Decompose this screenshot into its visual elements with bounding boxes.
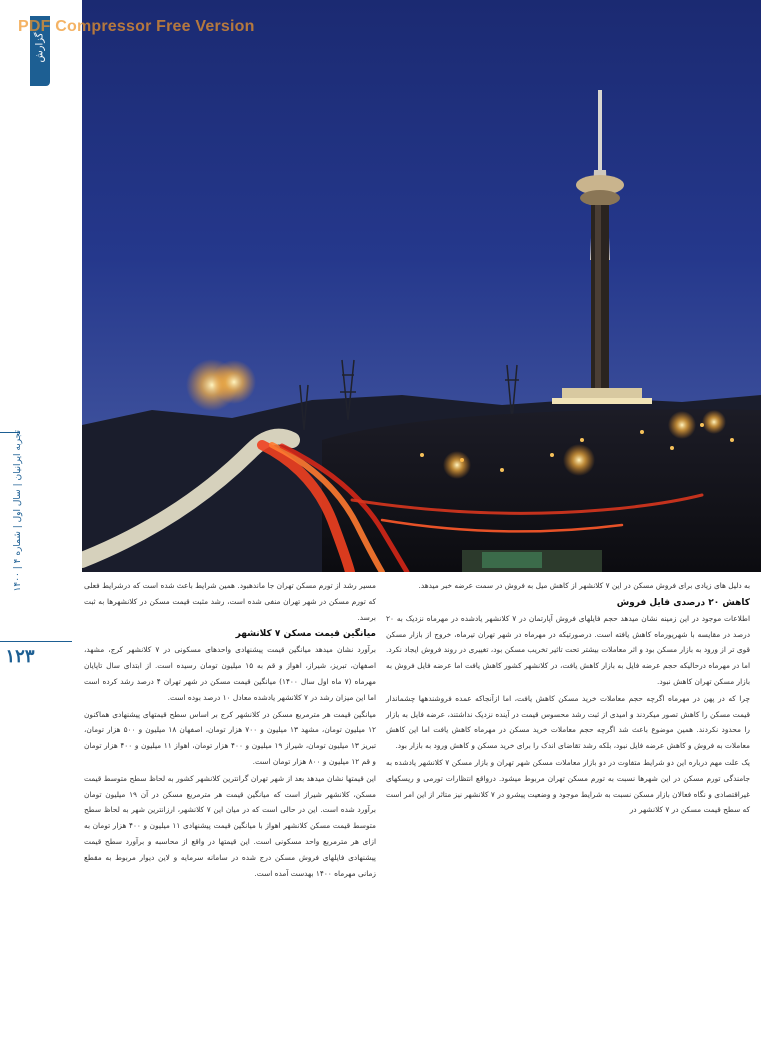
section-tab-label: گزارش [34,32,46,63]
page-number-rule [0,641,72,642]
watermark-text: PDF Compressor Free Version [18,18,255,35]
right-paragraph-3: یک علت مهم درباره این دو شرایط متفاوت در دو بازار معاملات مسکن شهر تهران و بازار مسکن ۷ کلانشهر یادشده به جامندگی تورم مسکن در این شهرها نسبت به تورم مسکن تهران مربوط میشود. درواقع انتظارات تورمی و ریسکهای غیراقتصادی و نگاه فعالان بازار مسکن نسبت به شرایط موجود و وضعیت پیشرو در ۷ کلانشهر نیز متاثر از این امر است که سطح قیمت مسکن در ۷ کلانشهر در [386,757,750,815]
article-column-right [386,578,750,819]
left-paragraph-3: این قیمتها نشان میدهد بعد از شهر تهران گرانترین کلانشهر کشور به لحاظ سطح متوسط قیمت مسکن، کلانشهر شیراز است که میانگین قیمت هر مترمربع مسکن در آن ۱۹ میلیون تومان برآورد شده است. این در حالی است که در میان این ۷ کلانشهر، ارزانترین شهر به لحاظ سطح متوسط قیمت مسکن کلانشهر اهواز با میانگین قیمت پیشنهادی ۱۱ میلیون و ۴۰۰ هزار تومان به ازای هر مترمربع واحد مسکونی است. این قیمتها در واقع از محاسبه و برآورد سطح قیمت پیشنهادی فایلهای فروش مسکن درج شده در سامانه سرمایه و لاین دیوار مربوط به مقطع زمانی مهرماه ۱۴۰۰ بهدست آمده است. [84,773,376,878]
right-heading: کاهش ۲۰ درصدی فایل فروش [616,597,750,608]
left-heading: میانگین قیمت مسکن ۷ کلانشهر [235,629,376,640]
right-intro: به دلیل های زیادی برای فروش مسکن در این ۷ کلانشهر از کاهش میل به فروش در سمت عرضه خبر میدهد. [418,581,750,590]
page-number: ۱۲۳ [5,646,35,666]
right-paragraph-2: چرا که در پهن در مهرماه اگرچه حجم معاملات خرید مسکن کاهش یافت، اما ازآنجاکه عمده فروشندهها چشماندار قیمت مسکن را کاهش تصور میکردند و امیدی از ثبت رشد محسوس قیمت در آینده نزدیک نداشتند، عرضه فایل به بازار را محدود نکردند. همین موضوع باعث شد اگرچه حجم معاملات خرید مسکن در مهرماه کاهش یافت اما این کاهش معاملات به فروش و کاهش عرضه فایل نبود، بلکه رشد تقاضای اندک را برای خرید مسکن و کاهش ورود به بازار بود. [386,693,750,751]
left-intro: مسیر رشد از تورم مسکن تهران جا ماندهبود. همین شرایط باعث شده است که درشرایط فعلی که تورم مسکن در شهر تهران منفی شده است، رشد مثبت قیمت مسکن در کلانشهرها به ثبت برسد. [84,581,376,622]
left-paragraph-2: میانگین قیمت هر مترمربع مسکن در کلانشهر کرج بر اساس سطح قیمتهای پیشنهادی هماکنون ۱۲ میلیون تومان، مشهد ۱۳ میلیون و ۷۰۰ هزار تومان، اصفهان ۱۸ میلیون و ۵۰۰ هزار تومان، تبریز ۱۳ میلیون تومان، شیراز ۱۹ میلیون و ۴۰۰ هزار تومان، اهواز ۱۱ میلیون و ۴۰۰ هزار تومان و قم ۱۲ میلیون و ۸۰۰ هزار تومان است. [84,709,377,766]
side-caption: تجربه ایرانیان | سال اول | شماره ۴ | ۱۴۰۰ [13,430,23,592]
city-night-photo [82,0,761,572]
article-column-left [84,578,376,882]
left-paragraph-1: برآورد نشان میدهد میانگین قیمت پیشنهادی واحدهای مسکونی در ۷ کلانشهر کرج، مشهد، اصفهان، تبریز، شیراز، اهواز و قم به ۱۵ میلیون تومان رسیده است. از ابتدای سال تاپایان مهرماه (۷ ماه اول سال ۱۴۰۰) میانگین قیمت مسکن در شهر تهران ۴ درصد رشد کرده است اما این میزان رشد در ۷ کلانشهر یادشده معادل ۱۰ درصد بوده است. [84,645,376,702]
right-paragraph-1: اطلاعات موجود در این زمینه نشان میدهد حجم فایلهای فروش آپارتمان در ۷ کلانشهر یادشده در مهرماه نزدیک به ۲۰ درصد در مقایسه با شهریورماه کاهش یافته است. درصورتیکه در مهرماه در شهر تهران تیرماه، خروج از بازار مسکن قوی تر از ورود به بازار مسکن بود و اثر معاملات بیشتر تحت تاثیر تخریب مسکن بود، تغییری در روند فروش ایجاد نکرد. اما در مهرماه درحالیکه حجم عرضه فایل به بازار کاهش یافت، در کلانشهر کشور کاهش یافت اما عرضه فایل فروش به بازار مسکن تهران کاهش نبود. [386,613,750,686]
